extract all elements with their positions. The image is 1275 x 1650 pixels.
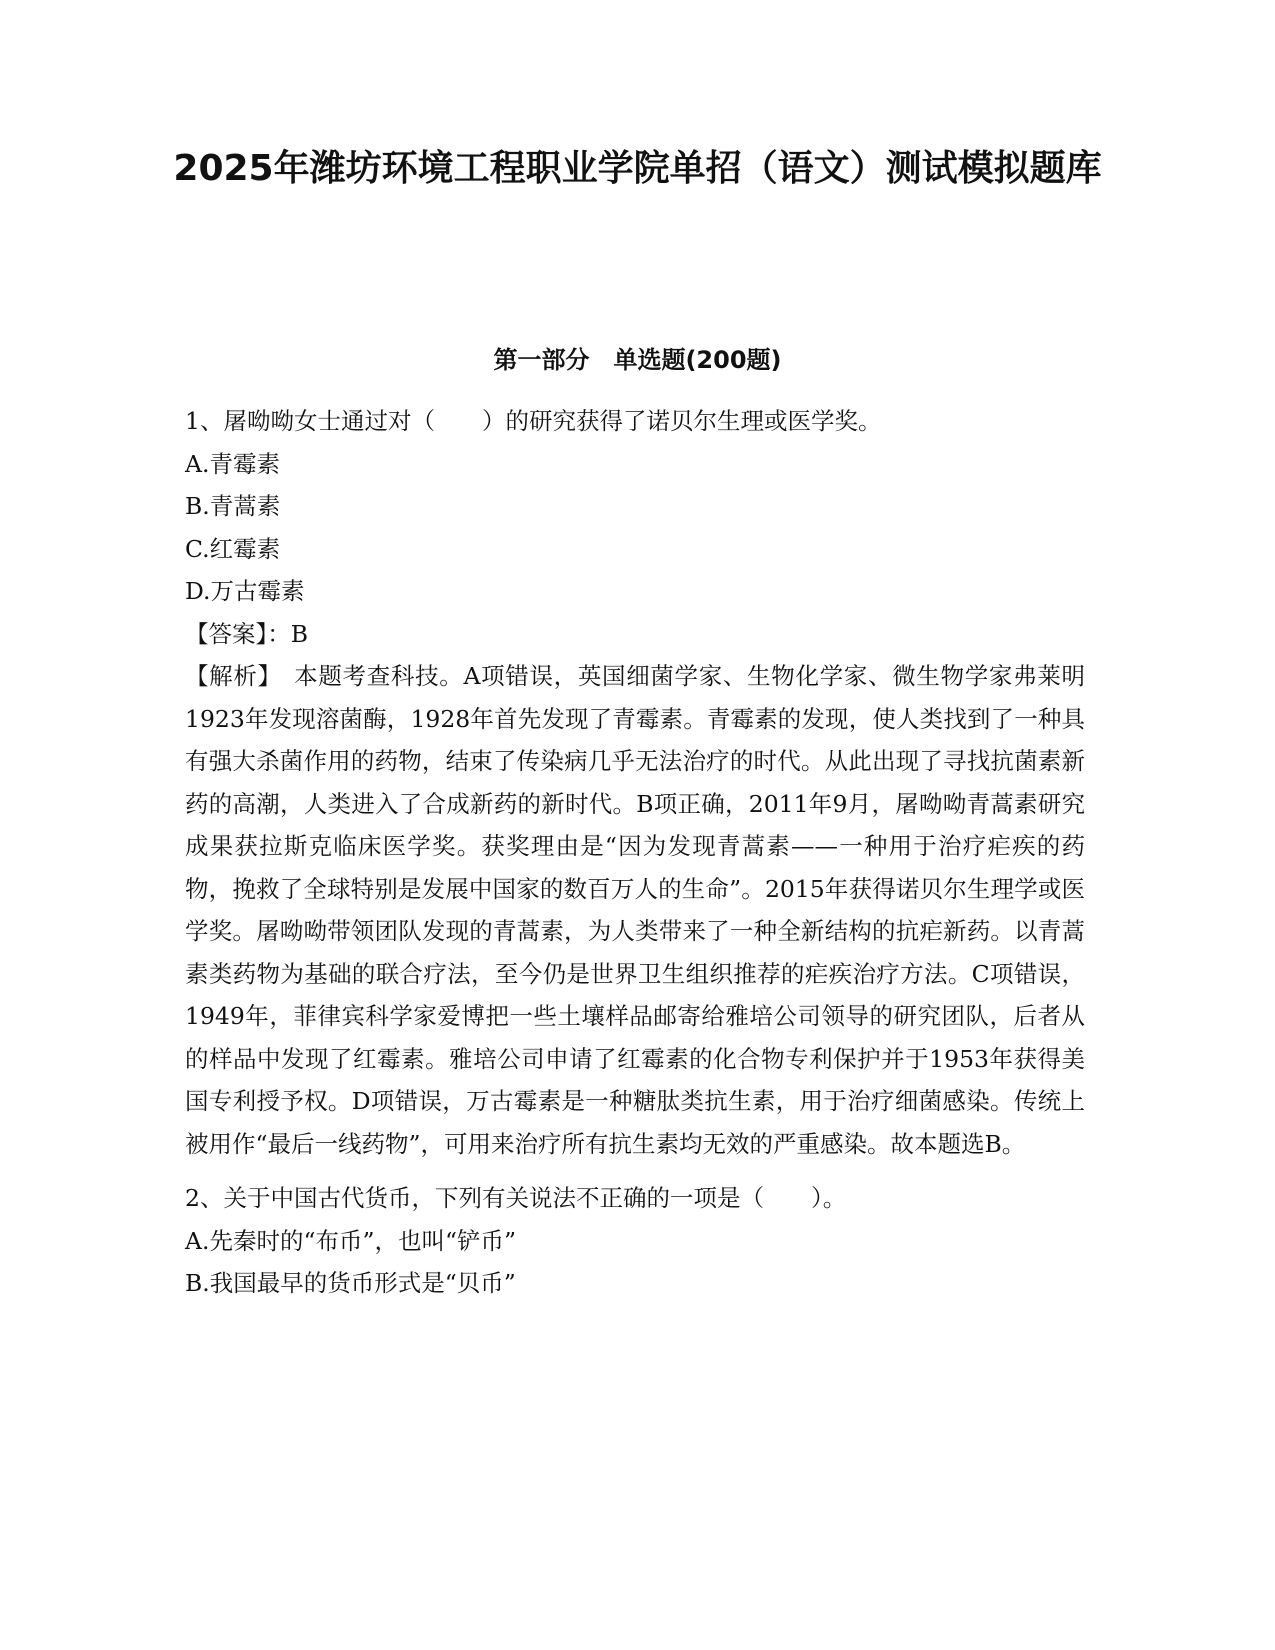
question-2 (185, 1177, 1085, 1305)
question-stem: 2、关于中国古代货币，下列有关说法不正确的一项是（ ）。 (185, 1184, 847, 1212)
question-1 (185, 400, 1085, 1165)
question-gap (185, 1165, 1085, 1177)
option-a: A.先秦时的“布币”，也叫“铲币” (185, 1226, 516, 1255)
option-a: A.青霉素 (185, 449, 280, 478)
section-heading: 第一部分 单选题(200题) (493, 346, 782, 374)
option-c: C.红霉素 (185, 534, 281, 563)
analysis: 【解析】 本题考查科技。A项错误，英国细菌学家、生物化学家、微生物学家弗莱明1923年发现溶菌酶，1928年首先发现了青霉素。青霉素的发现，使人类找到了一种具有强大杀菌作用的药物，结束了传染病几乎无法治疗的时代。从此出现了寻找抗菌素新药的高潮，人类进入了合成新药的新时代。B项正确，2011年9月，屠呦呦青蒿素研究成果获拉斯克临床医学奖。获奖理由是“因为发现青蒿素——一种用于治疗疟疾的药物，挽救了全球特别是发展中国家的数百万人的生命”。2015年获得诺贝尔生理学或医学奖。屠呦呦带领团队发现的青蒿素，为人类带来了一种全新结构的抗疟新药。以青蒿素类药物为基础的联合疗法，至今仍是世界卫生组织推荐的疟疾治疗方法。C项错误，1949年，菲律宾科学家爱博把一些土壤样品邮寄给雅培公司领导的研究团队，后者从的样品中发现了红霉素。雅培公司申请了红霉素的化合物专利保护并于1953年获得美国专利授予权。D项错误，万古霉素是一种糖肽类抗生素，用于治疗细菌感染。传统上被用作“最后一线药物”，可用来治疗所有抗生素均无效的严重感染。故本题选B。 (185, 662, 1085, 1158)
question-stem: 1、屠呦呦女士通过对（ ）的研究获得了诺贝尔生理或医学奖。 (185, 407, 882, 435)
answer: 【答案】：B (185, 619, 309, 648)
option-b: B.青蒿素 (185, 492, 281, 520)
option-b: B.我国最早的货币形式是“贝币” (185, 1269, 516, 1297)
question-list (185, 400, 1085, 1305)
document-title: 2025年潍坊环境工程职业学院单招（语文）测试模拟题库 (173, 148, 1102, 189)
option-d: D.万古霉素 (185, 577, 305, 605)
